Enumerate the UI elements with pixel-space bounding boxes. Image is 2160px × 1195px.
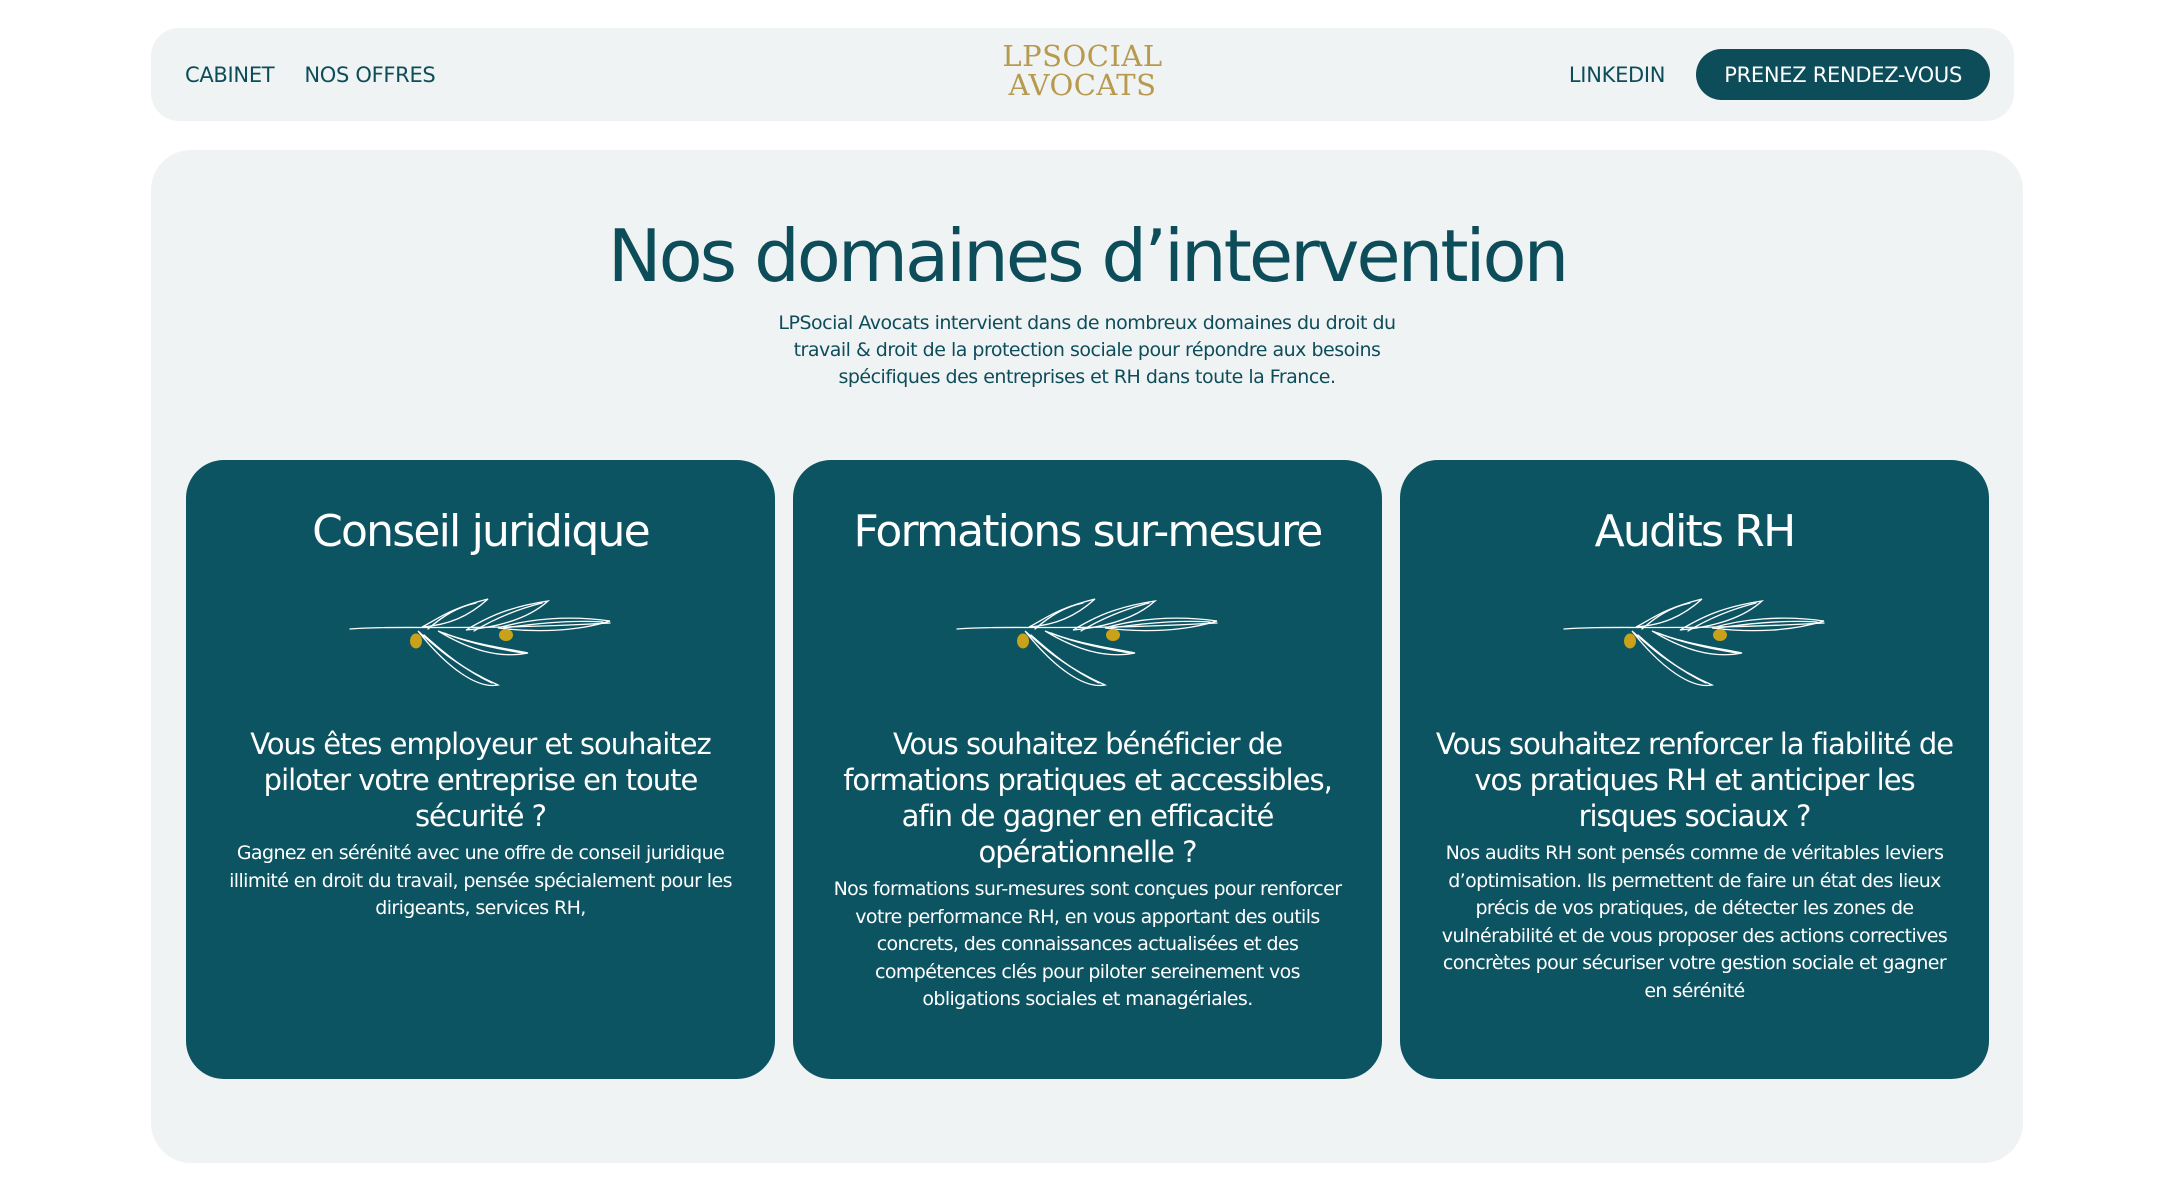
olive-branch-icon (955, 597, 1219, 692)
book-appointment-button[interactable]: PRENEZ RENDEZ-VOUS (1696, 49, 1990, 100)
domains-section (151, 150, 2023, 1163)
olive-branch-icon (348, 597, 612, 692)
nav-left (185, 28, 435, 121)
card-title: Audits RH (1594, 506, 1795, 557)
nav-link-nos-offres[interactable]: NOS OFFRES (304, 62, 436, 87)
top-navigation (151, 28, 2014, 121)
section-title: Nos domaines d’intervention (607, 214, 1567, 298)
logo[interactable] (1002, 39, 1163, 102)
logo-line-2: AVOCATS (1008, 68, 1157, 102)
card-question: Vous êtes employeur et souhaitez piloter votre entreprise en toute sécurité ? (250, 727, 711, 833)
card-description: Nos audits RH sont pensés comme de véritables leviers d’optimisation. Ils permettent de faire un état des lieux précis de vos pratiques, de détecter les zones de vulnérabilité et de vous proposer des actions correctives concrètes pour sécuriser votre gestion sociale et gagner en sérénité (1441, 842, 1948, 1002)
logo-line-1: LPSOCIAL (1002, 39, 1163, 73)
card-question: Vous souhaitez bénéficier de formations pratiques et accessibles, afin de gagner en efficacité opérationnelle ? (843, 727, 1332, 869)
card-title: Conseil juridique (312, 506, 649, 557)
card-formations-sur-mesure (793, 460, 1382, 1079)
nav-right (1569, 28, 1990, 121)
card-description: Gagnez en sérénité avec une offre de conseil juridique illimité en droit du travail, pensée spécialement pour les dirigeants, services RH, (229, 842, 732, 919)
card-description: Nos formations sur-mesures sont conçues pour renforcer votre performance RH, en vous apportant des outils concrets, des connaissances actualisées et des compétences clés pour piloter sereinement vos obligations sociales et managériales. (833, 878, 1342, 1010)
card-audits-rh (1400, 460, 1989, 1079)
card-title: Formations sur-mesure (853, 506, 1322, 557)
card-question: Vous souhaitez renforcer la fiabilité de vos pratiques RH et anticiper les risques sociaux ? (1435, 727, 1954, 833)
nav-link-cabinet[interactable]: CABINET (185, 62, 275, 87)
cards-row (186, 460, 1989, 1079)
olive-branch-icon (1562, 597, 1826, 692)
section-intro: LPSocial Avocats intervient dans de nombreux domaines du droit du travail & droit de la protection sociale pour répondre aux besoins spécifiques des entreprises et RH dans toute la France. (778, 312, 1396, 388)
card-conseil-juridique (186, 460, 775, 1079)
nav-link-linkedin[interactable]: LINKEDIN (1568, 62, 1666, 87)
